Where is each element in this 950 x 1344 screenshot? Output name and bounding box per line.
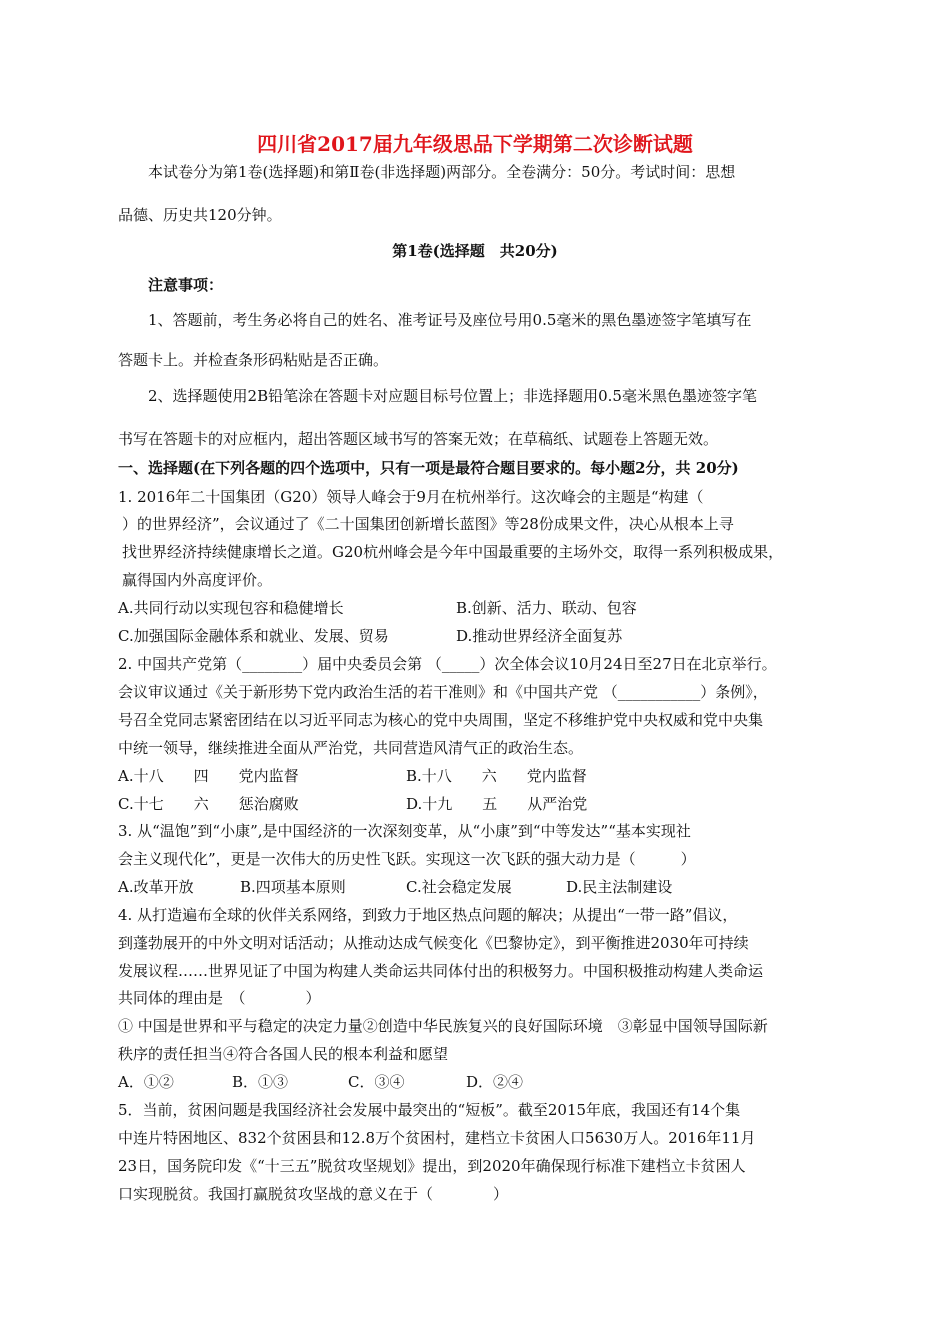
option-b: B.四项基本原则 [240,878,346,896]
question-stem-line: ① 中国是世界和平与稳定的决定力量②创造中华民族复兴的良好国际环境 ③彰显中国领导国际新 [118,1017,768,1035]
intro-line: 本试卷分为第1卷(选择题)和第Ⅱ卷(非选择题)两部分。全卷满分：50分。考试时间：思想 [148,163,736,181]
question-stem-line: 口实现脱贫。我国打赢脱贫攻坚战的意义在于（ ） [118,1185,509,1203]
note-line: 答题卡上。并检查条形码粘贴是否正确。 [118,351,389,369]
question-stem-line: 23日，国务院印发《“十三五”脱贫攻坚规划》提出，到2020年确保现行标准下建档立卡贫困人 [118,1157,746,1175]
option-b: B．①③ [232,1073,289,1091]
question-stem-line: 4. 从打造遍布全球的伙伴关系网络，到致力于地区热点问题的解决；从提出“一带一路”倡议， [118,906,738,924]
question-stem-line: 号召全党同志紧密团结在以习近平同志为核心的党中央周围，坚定不移维护党中央权威和党中央集 [118,711,764,729]
option-c: C.十七 六 惩治腐败 [118,795,299,813]
question-stem-line: 5．当前，贫困问题是我国经济社会发展中最突出的“短板”。截至2015年底，我国还有14个集 [118,1101,741,1119]
exam-title: 四川省2017届九年级思品下学期第二次诊断试题 [257,132,693,156]
question-stem-line: 1. 2016年二十国集团（G20）领导人峰会于9月在杭州举行。这次峰会的主题是“构建（ [118,488,704,506]
option-c: C.社会稳定发展 [406,878,512,896]
question-stem-line: 中连片特困地区、832个贫困县和12.8万个贫困村，建档立卡贫困人口5630万人。2016年11月 [118,1129,756,1147]
option-c: C．③④ [348,1073,405,1091]
option-b: B.十八 六 党内监督 [406,767,587,785]
question-stem-line: 发展议程……世界见证了中国为构建人类命运共同体付出的积极努力。中国积极推动构建人类命运 [118,962,764,980]
question-stem-line: 找世界经济持续健康增长之道。G20杭州峰会是今年中国最重要的主场外交，取得一系列积极成果， [122,543,784,561]
section1-heading: 一、选择题(在下列各题的四个选项中，只有一项是最符合题目要求的。每小题2分，共 20分) [118,459,739,477]
question-stem-line: 会议审议通过《关于新形势下党内政治生活的若干准则》和《中国共产党 （___________）条例》， [118,683,768,701]
question-stem-line: 会主义现代化”，更是一次伟大的历史性飞跃。实现这一次飞跃的强大动力是（ ） [118,850,696,868]
question-stem-line: 赢得国内外高度评价。 [122,571,273,589]
notes-heading: 注意事项： [148,276,224,294]
option-a: A.共同行动以实现包容和稳健增长 [118,599,344,617]
question-stem-line: 到蓬勃展开的中外文明对话活动；从推动达成气候变化《巴黎协定》，到平衡推进2030年可持续 [118,934,749,952]
option-d: D.十九 五 从严治党 [406,795,588,813]
option-a: A．①② [118,1073,174,1091]
question-stem-line: 2. 中国共产党第（________）届中央委员会第 （_____）次全体会议10月24日至27日在北京举行。 [118,655,777,673]
intro-line: 品德、历史共120分钟。 [118,206,282,224]
question-stem-line: 共同体的理由是 （ ） [118,989,321,1007]
option-a: A.改革开放 [118,878,194,896]
option-d: D.推动世界经济全面复苏 [456,627,623,645]
part1-heading: 第1卷(选择题 共20分) [392,242,558,260]
note-line: 2、选择题使用2B铅笔涂在答题卡对应题目标号位置上；非选择题用0.5毫米黑色墨迹签字笔 [148,387,757,405]
option-a: A.十八 四 党内监督 [118,767,299,785]
note-line: 书写在答题卡的对应框内，超出答题区域书写的答案无效；在草稿纸、试题卷上答题无效。 [118,430,719,448]
question-stem-line: 秩序的责任担当④符合各国人民的根本利益和愿望 [118,1045,449,1063]
option-d: D.民主法制建设 [566,878,673,896]
question-stem-line: ）的世界经济”，会议通过了《二十国集团创新增长蓝图》等28份成果文件，决心从根本上寻 [122,515,734,533]
question-stem-line: 3. 从“温饱”到“小康”,是中国经济的一次深刻变革，从“小康”到“中等发达”“基本实现社 [118,822,691,840]
question-stem-line: 中统一领导，继续推进全面从严治党，共同营造风清气正的政治生态。 [118,739,584,757]
option-b: B.创新、活力、联动、包容 [456,599,637,617]
option-c: C.加强国际金融体系和就业、发展、贸易 [118,627,389,645]
note-line: 1、答题前，考生务必将自己的姓名、准考证号及座位号用0.5毫米的黑色墨迹签字笔填写在 [148,311,752,329]
option-d: D．②④ [466,1073,524,1091]
